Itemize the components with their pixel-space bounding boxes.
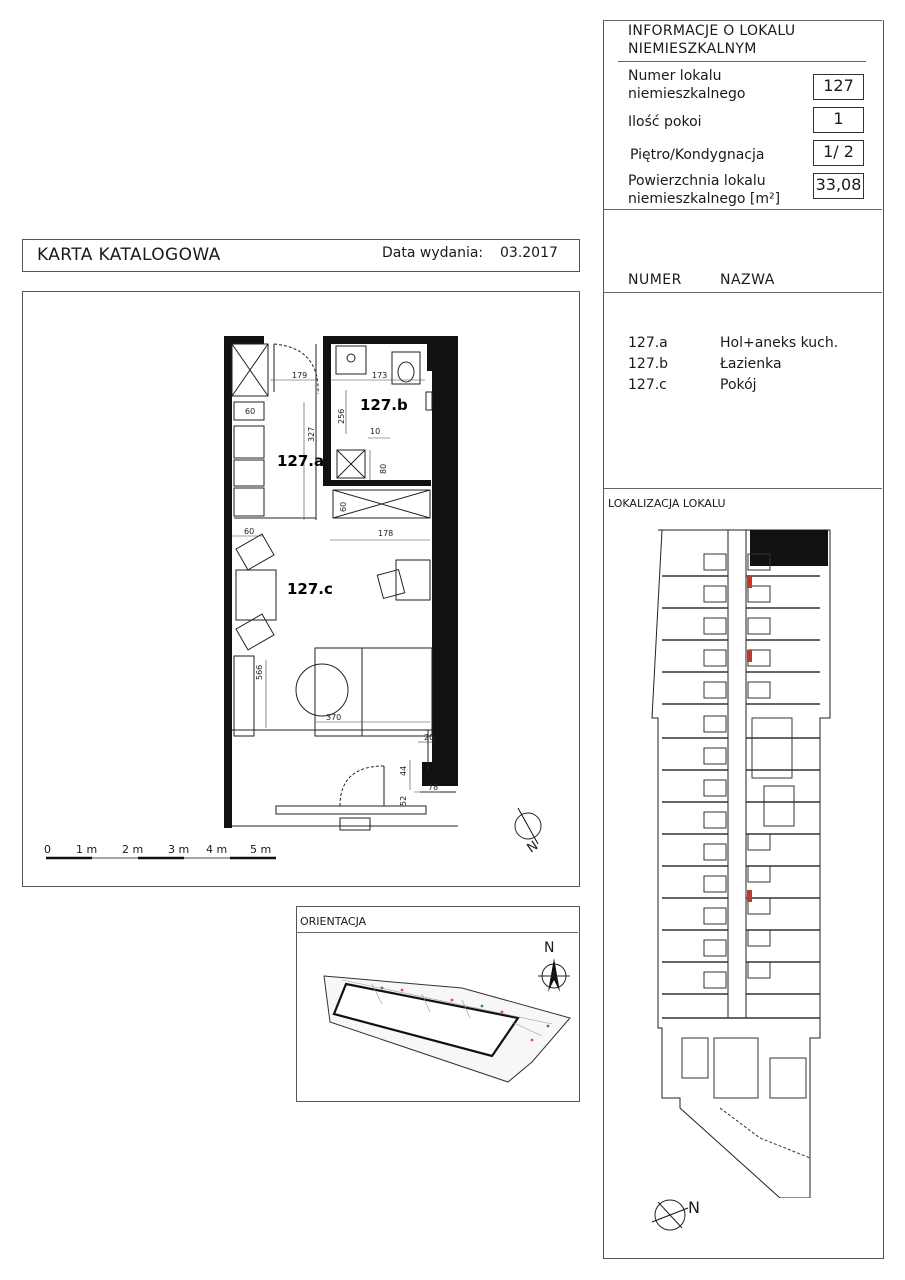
room-row-number: 127.c — [628, 377, 667, 393]
dim-label: 179 — [292, 371, 308, 380]
room-row-name: Pokój — [720, 377, 757, 393]
card-title: KARTA KATALOGOWA — [37, 245, 221, 265]
field-rooms-label: Ilość pokoi — [628, 114, 702, 130]
scale-label: 5 m — [250, 843, 272, 856]
dim-label: 173 — [372, 371, 388, 380]
room-label-b: 127.b — [360, 396, 408, 414]
field-floor-label: Piętro/Kondygnacja — [630, 147, 765, 163]
orientation-north-arrow-icon — [534, 956, 574, 996]
dim-label: 20 — [424, 733, 435, 742]
dim-label: 60 — [244, 527, 255, 536]
scale-label: 4 m — [206, 843, 228, 856]
room-label-c: 127.c — [287, 580, 333, 598]
room-row-number: 127.a — [628, 335, 668, 351]
field-area-label-2: niemieszkalnego [m²] — [628, 191, 781, 207]
dim-label: 178 — [378, 529, 394, 538]
field-floor-value: 1/ 2 — [813, 140, 864, 166]
dim-label: 566 — [255, 664, 264, 680]
col-number-header: NUMER — [628, 272, 682, 288]
dim-label: 80 — [379, 463, 388, 474]
scale-label: 0 — [44, 843, 51, 856]
table-header-rule — [603, 292, 882, 293]
info-fields-rule — [603, 209, 882, 210]
panel-top-rule — [603, 20, 882, 21]
card-date-value: 03.2017 — [500, 245, 558, 261]
dim-label: 60 — [339, 501, 348, 512]
scale-label: 2 m — [122, 843, 144, 856]
room-row-name: Łazienka — [720, 356, 782, 372]
info-title-rule — [618, 61, 866, 62]
orientation-title-rule — [296, 932, 578, 933]
dim-label: 44 — [399, 765, 408, 776]
field-number-label-2: niemieszkalnego — [628, 86, 746, 102]
scale-label: 3 m — [168, 843, 190, 856]
info-title-line2: NIEMIESZKALNYM — [628, 41, 757, 57]
scale-label: 1 m — [76, 843, 98, 856]
field-number-label-1: Numer lokalu — [628, 68, 722, 84]
dim-label: 327 — [307, 426, 316, 442]
location-title: LOKALIZACJA LOKALU — [608, 497, 726, 510]
location-plan — [640, 518, 840, 1198]
field-area-label-1: Powierzchnia lokalu — [628, 173, 766, 189]
location-north-label: N — [688, 1198, 700, 1217]
location-top-rule — [603, 488, 882, 489]
field-rooms-value: 1 — [813, 107, 864, 133]
room-row-number: 127.b — [628, 356, 669, 372]
room-row-name: Hol+aneks kuch. — [720, 335, 839, 351]
dim-label: 370 — [326, 713, 342, 722]
floor-plan — [220, 330, 470, 840]
field-area-value: 33,08 — [813, 173, 864, 199]
orientation-title: ORIENTACJA — [300, 915, 367, 928]
plan-north-label: N — [524, 838, 542, 857]
info-title-line1: INFORMACJE O LOKALU — [628, 23, 796, 39]
field-number-value: 127 — [813, 74, 864, 100]
dim-label: 10 — [370, 427, 381, 436]
orientation-north-label: N — [544, 940, 555, 956]
room-label-a: 127.a — [277, 452, 325, 470]
col-name-header: NAZWA — [720, 272, 775, 288]
dim-label: 52 — [399, 795, 408, 806]
dim-label: 256 — [337, 408, 346, 424]
dim-label: 60 — [245, 407, 256, 416]
card-date-label: Data wydania: — [382, 245, 484, 261]
dim-label: 78 — [428, 783, 439, 792]
